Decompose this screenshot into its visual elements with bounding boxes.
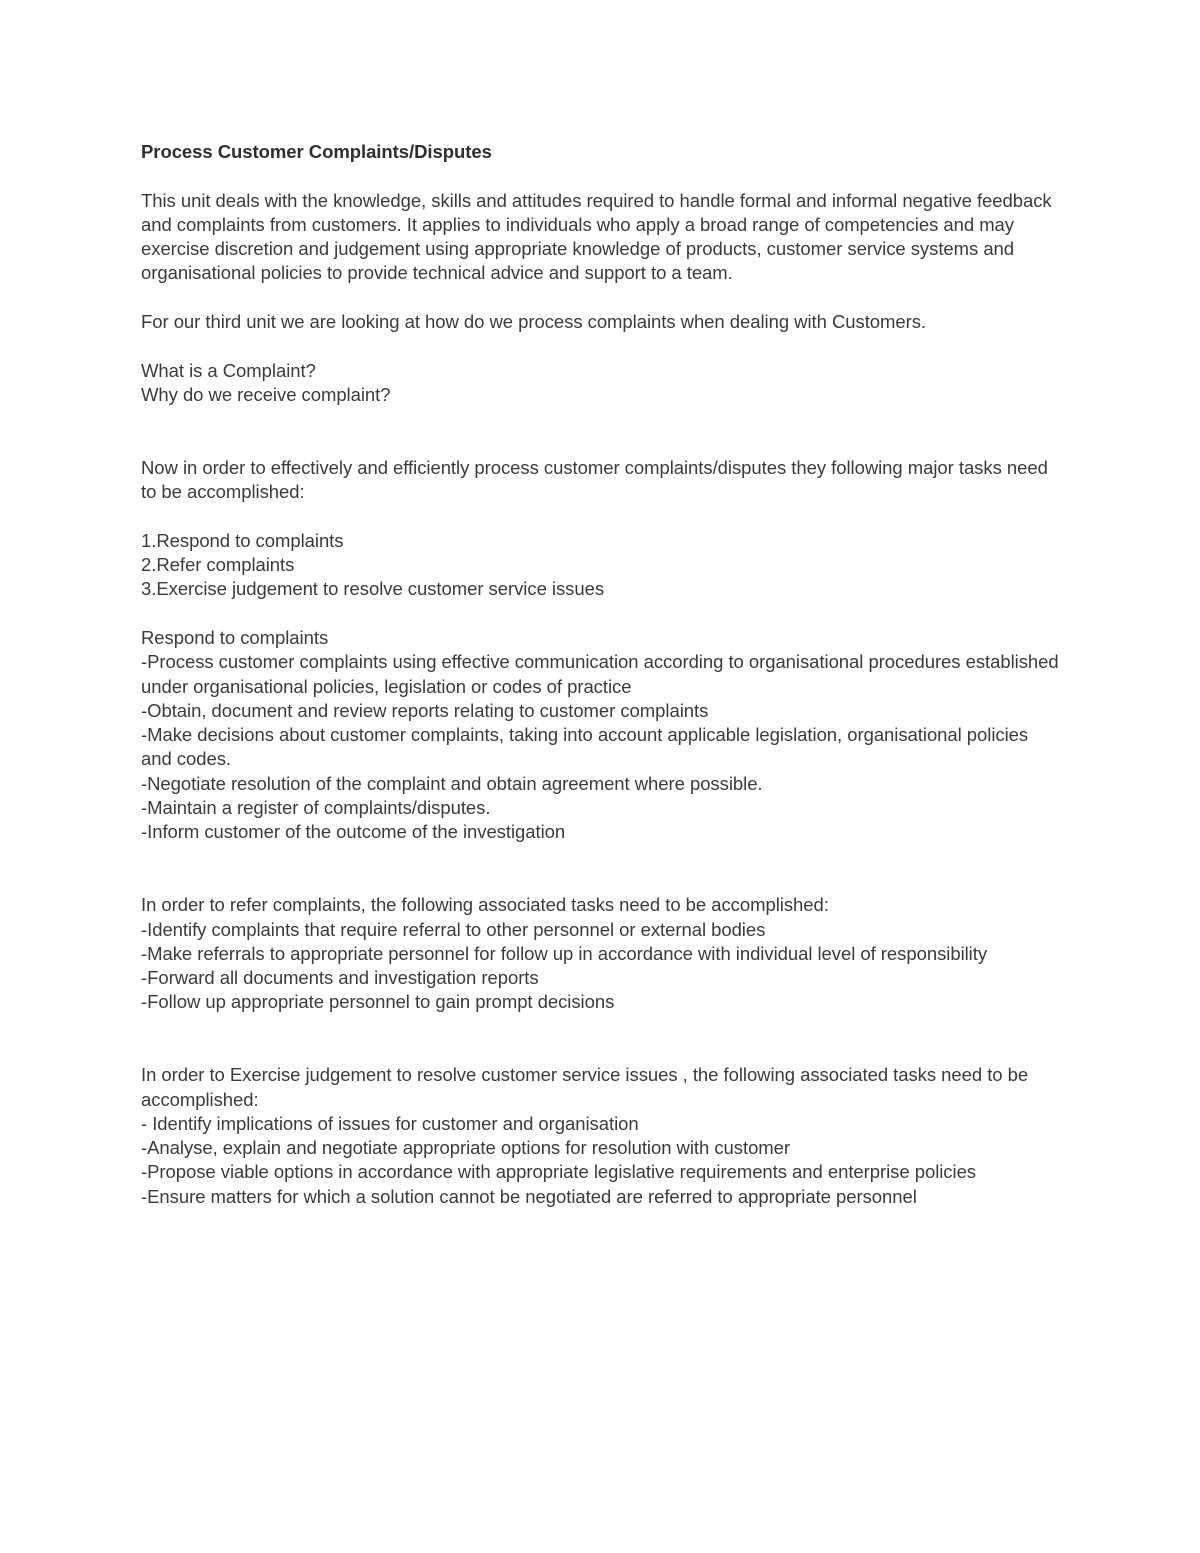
judgement-heading: In order to Exercise judgement to resolve customer service issues , the following associated tasks need to be accomplished:: [141, 1064, 1029, 1110]
document-title: Process Customer Complaints/Disputes: [141, 141, 492, 162]
third-unit-paragraph: For our third unit we are looking at how do we process complaints when dealing with Customers.: [141, 311, 927, 333]
major-task-item: 2.Refer complaints: [141, 554, 295, 576]
refer-item: -Identify complaints that require referral to other personnel or external bodies: [141, 918, 766, 940]
refer-item: -Make referrals to appropriate personnel for follow up in accordance with individual level of responsibility: [141, 942, 988, 964]
intro-paragraph: This unit deals with the knowledge, skills and attitudes required to handle formal and informal negative feedback and complaints from customers. It applies to individuals who apply a broad range of competencies and may exercise discretion and judgement using appropriate knowledge of products, customer service systems and organisational policies to provide technical advice and support to a team.: [141, 189, 1052, 284]
judgement-item: -Analyse, explain and negotiate appropriate options for resolution with customer: [141, 1137, 791, 1159]
respond-item: -Process customer complaints using effective communication according to organisational procedures established under organisational policies, legislation or codes of practice: [141, 651, 1059, 697]
spacer: [141, 407, 1061, 456]
spacer: [141, 602, 1061, 626]
judgement-item: -Propose viable options in accordance with appropriate legislative requirements and enterprise policies: [141, 1161, 977, 1183]
refer-heading: In order to refer complaints, the following associated tasks need to be accomplished:: [141, 894, 829, 916]
document-body: [141, 140, 1061, 1209]
respond-item: -Obtain, document and review reports relating to customer complaints: [141, 699, 709, 721]
refer-item: -Forward all documents and investigation reports: [141, 967, 539, 989]
major-task-item: 3.Exercise judgement to resolve customer service issues: [141, 578, 605, 600]
respond-item: -Inform customer of the outcome of the investigation: [141, 821, 566, 843]
respond-heading: Respond to complaints: [141, 626, 329, 648]
judgement-item: - Identify implications of issues for customer and organisation: [141, 1112, 639, 1134]
major-task-item: 1.Respond to complaints: [141, 529, 344, 551]
judgement-item: -Ensure matters for which a solution cannot be negotiated are referred to appropriate personnel: [141, 1185, 917, 1207]
tasks-intro-paragraph: Now in order to effectively and efficiently process customer complaints/disputes they following major tasks need to be accomplished:: [141, 456, 1048, 503]
respond-item: -Make decisions about customer complaints, taking into account applicable legislation, organisational policies and codes.: [141, 724, 1029, 770]
respond-item: -Negotiate resolution of the complaint and obtain agreement where possible.: [141, 772, 763, 794]
question-why-receive-complaint: Why do we receive complaint?: [141, 383, 391, 405]
spacer: [141, 845, 1061, 894]
respond-item: -Maintain a register of complaints/disputes.: [141, 797, 491, 819]
spacer: [141, 1015, 1061, 1064]
question-what-is-complaint: What is a Complaint?: [141, 359, 316, 381]
refer-item: -Follow up appropriate personnel to gain prompt decisions: [141, 991, 615, 1013]
